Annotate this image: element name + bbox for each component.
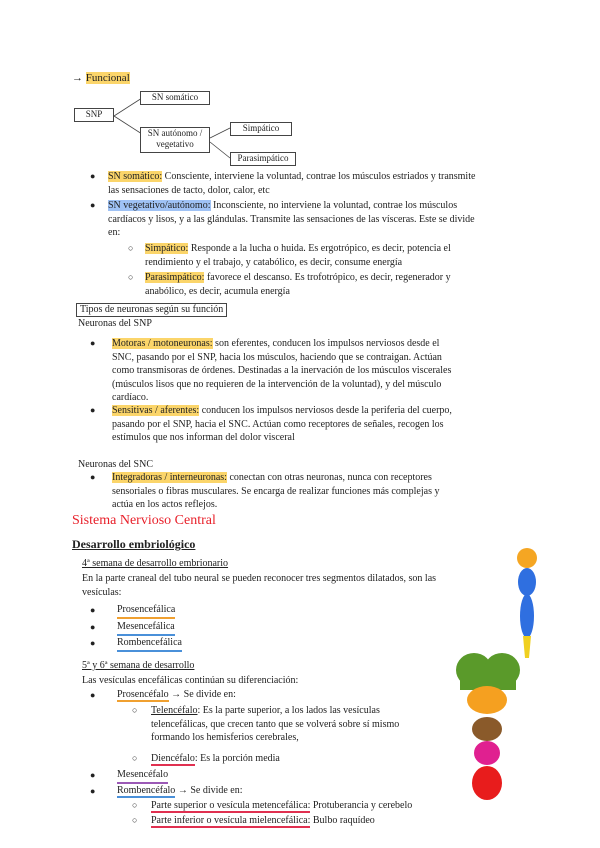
- sens-l1: conducen los impulsos nerviosos desde la periferia del cuerpo,: [199, 405, 452, 416]
- rhombencephalic-vesicle: [520, 594, 534, 638]
- bullet-dot: ●: [90, 171, 96, 181]
- parasympathetic-cont: anabólico, es decir, acumula energía: [145, 285, 290, 297]
- somatic-text: Consciente, interviene la voluntad, contrae los músculos estriados y transmite: [162, 171, 476, 182]
- somatic-term: SN somático:: [108, 171, 163, 182]
- functional-heading: [72, 72, 130, 86]
- bullet-dot: ●: [90, 690, 96, 700]
- somatic-box: SN somático: [140, 91, 210, 105]
- week4-text2: vesículas:: [82, 586, 122, 598]
- motor-l4: (músculos lisos que no requieren de la intervención de la voluntad), y del músculo: [112, 378, 442, 390]
- bullet-dot: ●: [90, 605, 96, 615]
- sub-bullet-circle: ○: [132, 705, 138, 715]
- bullet-dot: ●: [90, 786, 96, 796]
- bullet-dot: ●: [90, 472, 96, 482]
- mesencephalon-vesicle: [472, 717, 502, 741]
- mes-item: Mesencéfalo: [117, 768, 168, 784]
- bullet-dot: ●: [90, 638, 96, 648]
- integrative-term: Integradoras / interneuronas:: [112, 472, 227, 483]
- sub-bullet-circle: ○: [132, 815, 138, 825]
- five-vesicle-illustration: [450, 650, 530, 820]
- functional-heading-text: Funcional: [85, 72, 130, 84]
- cns-title: Sistema Nervioso Central: [72, 513, 216, 528]
- prosencephalic-vesicle: [517, 548, 537, 568]
- vesicle-mes: Mesencefálica: [117, 620, 175, 636]
- parasympathetic-sub: [145, 271, 525, 298]
- tel-l2: telencefálicas, que crecen tanto que se volverá sobre sí mismo: [151, 718, 400, 730]
- sensory-bullet: [112, 404, 496, 445]
- met-term: Parte superior o vesícula metencefálica:: [151, 800, 311, 811]
- bullet-dot: ●: [90, 405, 96, 415]
- dien-term: Diencéfalo: [151, 753, 195, 764]
- week4-heading: 4ª semana de desarrollo embrionario: [82, 558, 229, 569]
- autonomic-box: [140, 127, 210, 153]
- tel-item: [151, 704, 461, 745]
- sympathetic-text: Responde a la lucha o huida. Es ergotrópico, es decir, potencia el: [188, 243, 451, 254]
- romb-item: [117, 784, 243, 798]
- bullet-dot: ●: [90, 338, 96, 348]
- snp-box: SNP: [74, 108, 114, 122]
- bullet-dot: ●: [90, 622, 96, 632]
- autonomic-term: SN vegetativo/autónomo:: [108, 200, 211, 211]
- snc-neurons-label: Neuronas del SNC: [78, 459, 153, 470]
- somatic-cont: las sensaciones de tacto, dolor, calor, etc: [108, 184, 270, 196]
- vesicle-pros: Prosencefálica: [117, 603, 175, 619]
- autonomic-text: Inconsciente, no interviene la voluntad, contrae los músculos: [210, 200, 458, 211]
- week4-text: [82, 572, 492, 599]
- sens-l2: pasando por el SNP, hacia el SNC. Actúan como receptores de señales, recogen los: [112, 418, 444, 430]
- dien-item: [151, 752, 280, 766]
- mie-term: Parte inferior o vesícula mielencefálica:: [151, 815, 311, 826]
- tel-l3: formando los hemisferios cerebrales,: [151, 732, 299, 743]
- dien-rest: : Es la porción media: [194, 753, 280, 764]
- neuron-types-title: Tipos de neuronas según su función: [76, 303, 227, 317]
- mie-item: [151, 814, 375, 828]
- mesencephalic-vesicle: [518, 568, 536, 596]
- tel-l1: : Es la parte superior, a los lados las vesículas: [197, 705, 380, 716]
- sympathetic-term: Simpático:: [145, 243, 189, 254]
- integ-l3: actúa en los actos reflejos.: [112, 499, 218, 510]
- motor-l1: son eferentes, conducen los impulsos nerviosos desde el: [212, 338, 440, 349]
- met-rest: Protuberancia y cerebelo: [310, 800, 413, 811]
- autonomic-cont1: cardíacos y lisos, y a las glándulas. Transmite las sensaciones de las vísceras. Este se divide: [108, 213, 475, 225]
- autonomic-cont2: en:: [108, 227, 121, 238]
- motor-term: Motoras / motoneuronas:: [112, 338, 213, 349]
- week4-text1: En la parte craneal del tubo neural se pueden reconocer tres segmentos dilatados, son las: [82, 573, 437, 584]
- pros-item: [117, 688, 236, 702]
- sympathetic-cont: rendimiento y el trabajo, y catabólico, es decir, consume energía: [145, 256, 403, 268]
- myelencephalon-vesicle: [472, 766, 502, 800]
- autonomic-line2: vegetativo: [156, 139, 194, 149]
- motor-bullet: [112, 337, 496, 405]
- integrative-bullet: [112, 471, 496, 512]
- integ-l1: conectan con otras neuronas, nunca con receptores: [226, 472, 432, 483]
- motor-l5: cardíaco.: [112, 392, 149, 403]
- motor-l2: SNC, pasando por el SNP, hacia los músculos, haciendo que se contraigan. Actúan: [112, 351, 442, 363]
- sens-l3: estímulos que nos informan del dolor visceral: [112, 432, 295, 443]
- arrow-icon: →: [72, 72, 83, 84]
- sub-bullet-circle: ○: [132, 753, 138, 763]
- sub-bullet-circle: ○: [128, 272, 134, 282]
- met-item: [151, 799, 412, 813]
- metencephalon-vesicle: [474, 741, 500, 765]
- dev-heading: Desarrollo embriológico: [72, 537, 196, 551]
- sub-bullet-circle: ○: [132, 800, 138, 810]
- vesicle-romb: Rombencefálica: [117, 636, 182, 652]
- week56-text: Las vesículas encefálicas continúan su diferenciación:: [82, 675, 299, 686]
- mie-rest: Bulbo raquídeo: [310, 815, 375, 826]
- pros-term: Prosencéfalo: [117, 689, 169, 700]
- somatic-bullet: [108, 170, 528, 197]
- romb-term: Rombencéfalo: [117, 785, 176, 796]
- parasympathetic-text: favorece el descanso. Es trofotrópico, es decir, regenerador y: [204, 272, 451, 283]
- pros-rest: → Se divide en:: [168, 689, 236, 700]
- sympathetic-box: Simpático: [230, 122, 292, 136]
- tel-term: Telencéfalo: [151, 705, 198, 716]
- motor-l3: como transmisoras de órdenes. Destinadas a la inervación de los músculos viscerales: [112, 365, 452, 376]
- snp-neurons-label: Neuronas del SNP: [78, 318, 152, 329]
- sub-bullet-circle: ○: [128, 243, 134, 253]
- sensory-term: Sensitivas / aferentes:: [112, 405, 200, 416]
- autonomic-bullet: [108, 199, 528, 240]
- parasympathetic-box: Parasimpático: [230, 152, 296, 166]
- bullet-dot: ●: [90, 200, 96, 210]
- parasympathetic-term: Parasimpático:: [145, 272, 205, 283]
- autonomic-line1: SN autónomo /: [147, 128, 203, 138]
- bullet-dot: ●: [90, 770, 96, 780]
- diencephalon-vesicle: [467, 686, 507, 714]
- sympathetic-sub: [145, 242, 525, 269]
- romb-rest: → Se divide en:: [175, 785, 243, 796]
- week56-heading: 5ª y 6ª semana de desarrollo: [82, 660, 195, 671]
- integ-l2: sensoriales o fibras musculares. Se encarga de realizar funciones más complejas y: [112, 485, 440, 497]
